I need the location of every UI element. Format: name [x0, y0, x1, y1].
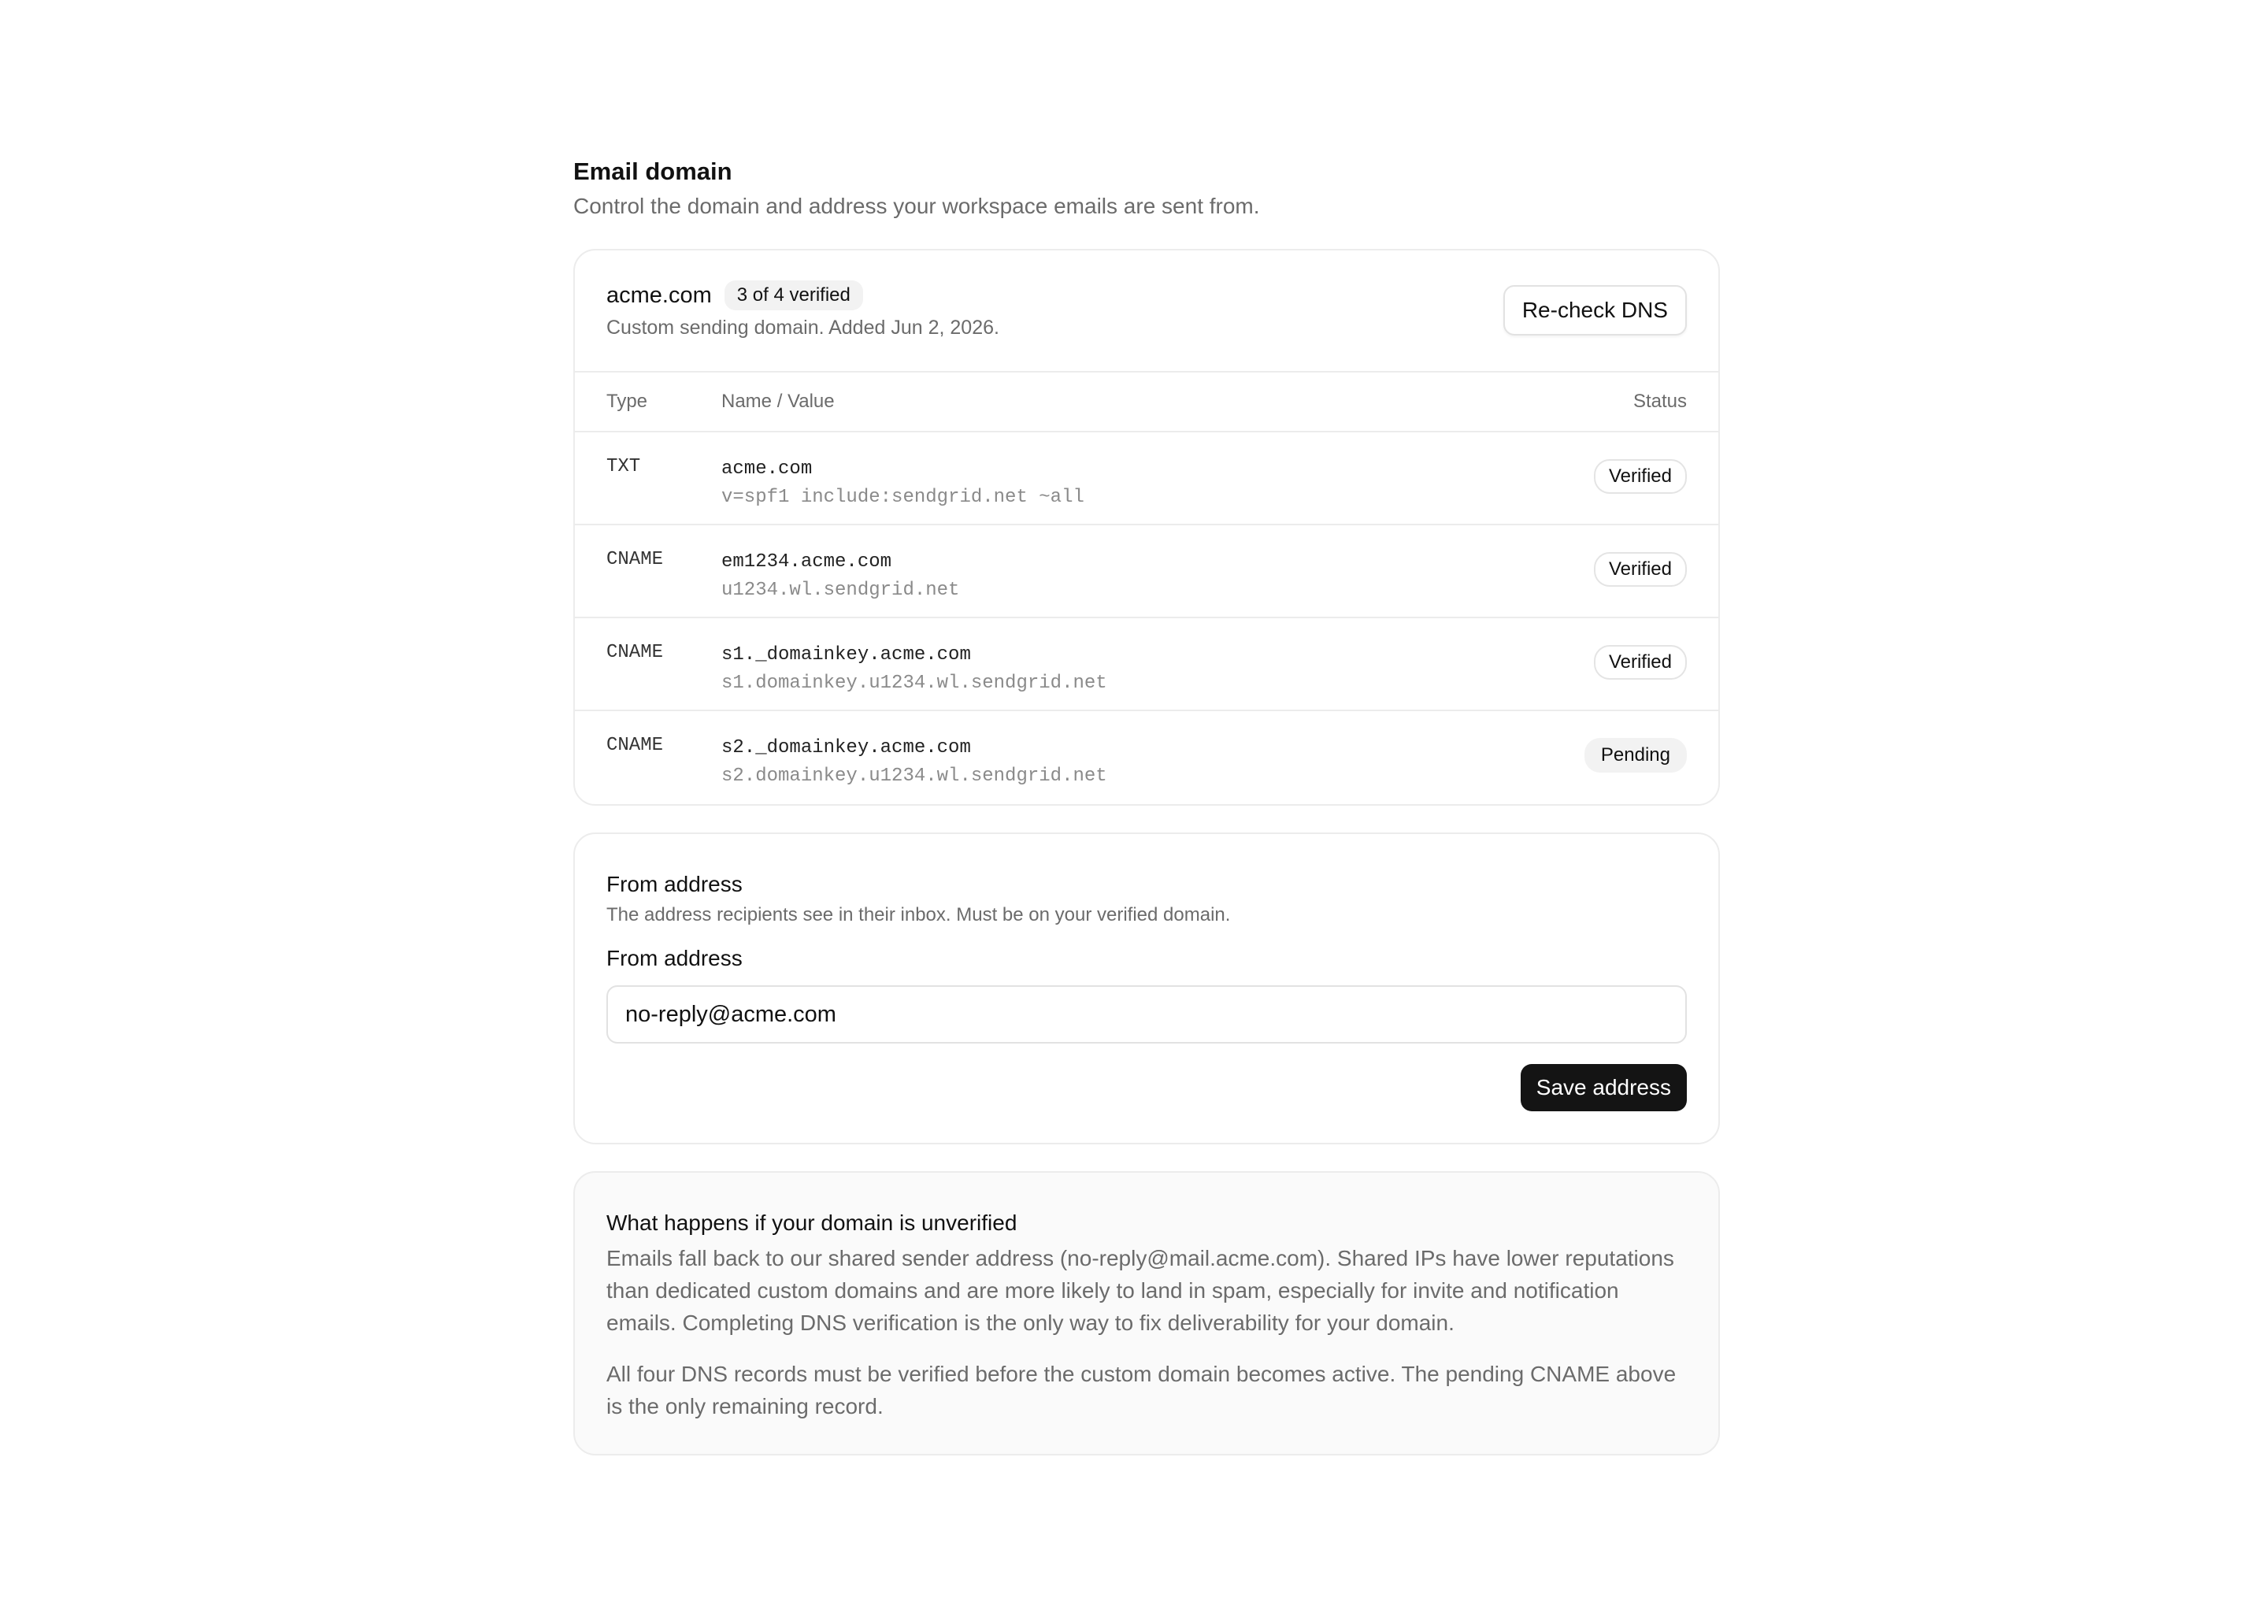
- table-row: [575, 525, 1718, 618]
- info-title: What happens if your domain is unverified: [606, 1211, 1017, 1235]
- record-value: s1.domainkey.u1234.wl.sendgrid.net: [721, 673, 1107, 694]
- column-type: Type: [606, 391, 648, 412]
- verified-count-badge: 3 of 4 verified: [724, 280, 863, 310]
- from-address-label: From address: [606, 946, 743, 970]
- record-name: acme.com: [721, 458, 813, 480]
- domain-subtitle: Custom sending domain. Added Jun 2, 2026.: [606, 317, 999, 339]
- from-address-input[interactable]: [606, 985, 1687, 1044]
- record-value: v=spf1 include:sendgrid.net ~all: [721, 487, 1084, 508]
- record-name: s1._domainkey.acme.com: [721, 644, 971, 666]
- email-domain-settings: [573, 154, 1720, 1455]
- from-address-title: From address: [606, 872, 743, 896]
- unverified-info-card: [573, 1171, 1720, 1455]
- records-table-body: [575, 432, 1718, 804]
- record-value: u1234.wl.sendgrid.net: [721, 580, 960, 601]
- info-paragraph: Emails fall back to our shared sender address (no-reply@mail.acme.com). Shared IPs have lower reputations than dedicated custom domains and are more likely to land in spam, especially for invite and notification emails. Completing DNS verification is the only way to fix deliverability for your domain.: [606, 1246, 1674, 1335]
- record-type: CNAME: [606, 735, 664, 756]
- record-type: CNAME: [606, 642, 664, 663]
- domain-header: [575, 250, 1718, 373]
- table-row: [575, 432, 1718, 525]
- record-value: s2.domainkey.u1234.wl.sendgrid.net: [721, 766, 1107, 787]
- status-badge: Verified: [1594, 552, 1687, 587]
- page-subtitle: Control the domain and address your workspace emails are sent from.: [573, 194, 1260, 218]
- domain-card: [573, 249, 1720, 806]
- status-badge: Verified: [1594, 459, 1687, 494]
- domain-name: acme.com: [606, 282, 712, 308]
- record-type: CNAME: [606, 549, 664, 570]
- record-name: s2._domainkey.acme.com: [721, 737, 971, 758]
- column-name-value: Name / Value: [721, 391, 835, 412]
- from-address-subtitle: The address recipients see in their inbox. Must be on your verified domain.: [606, 904, 1231, 925]
- from-address-card: [573, 832, 1720, 1144]
- record-name: em1234.acme.com: [721, 551, 892, 573]
- page-title: Email domain: [573, 158, 732, 185]
- table-row: [575, 711, 1718, 804]
- status-badge-pending: Pending: [1584, 738, 1687, 773]
- column-status: Status: [1632, 391, 1687, 412]
- record-type: TXT: [606, 456, 641, 477]
- recheck-dns-button[interactable]: Re-check DNS: [1503, 285, 1687, 336]
- records-table-header: [575, 373, 1718, 432]
- table-row: [575, 618, 1718, 711]
- status-badge: Verified: [1594, 645, 1687, 680]
- info-paragraph: All four DNS records must be verified before the custom domain becomes active. The pending CNAME above is the only remaining record.: [606, 1362, 1677, 1418]
- save-address-button[interactable]: Save address: [1521, 1064, 1687, 1111]
